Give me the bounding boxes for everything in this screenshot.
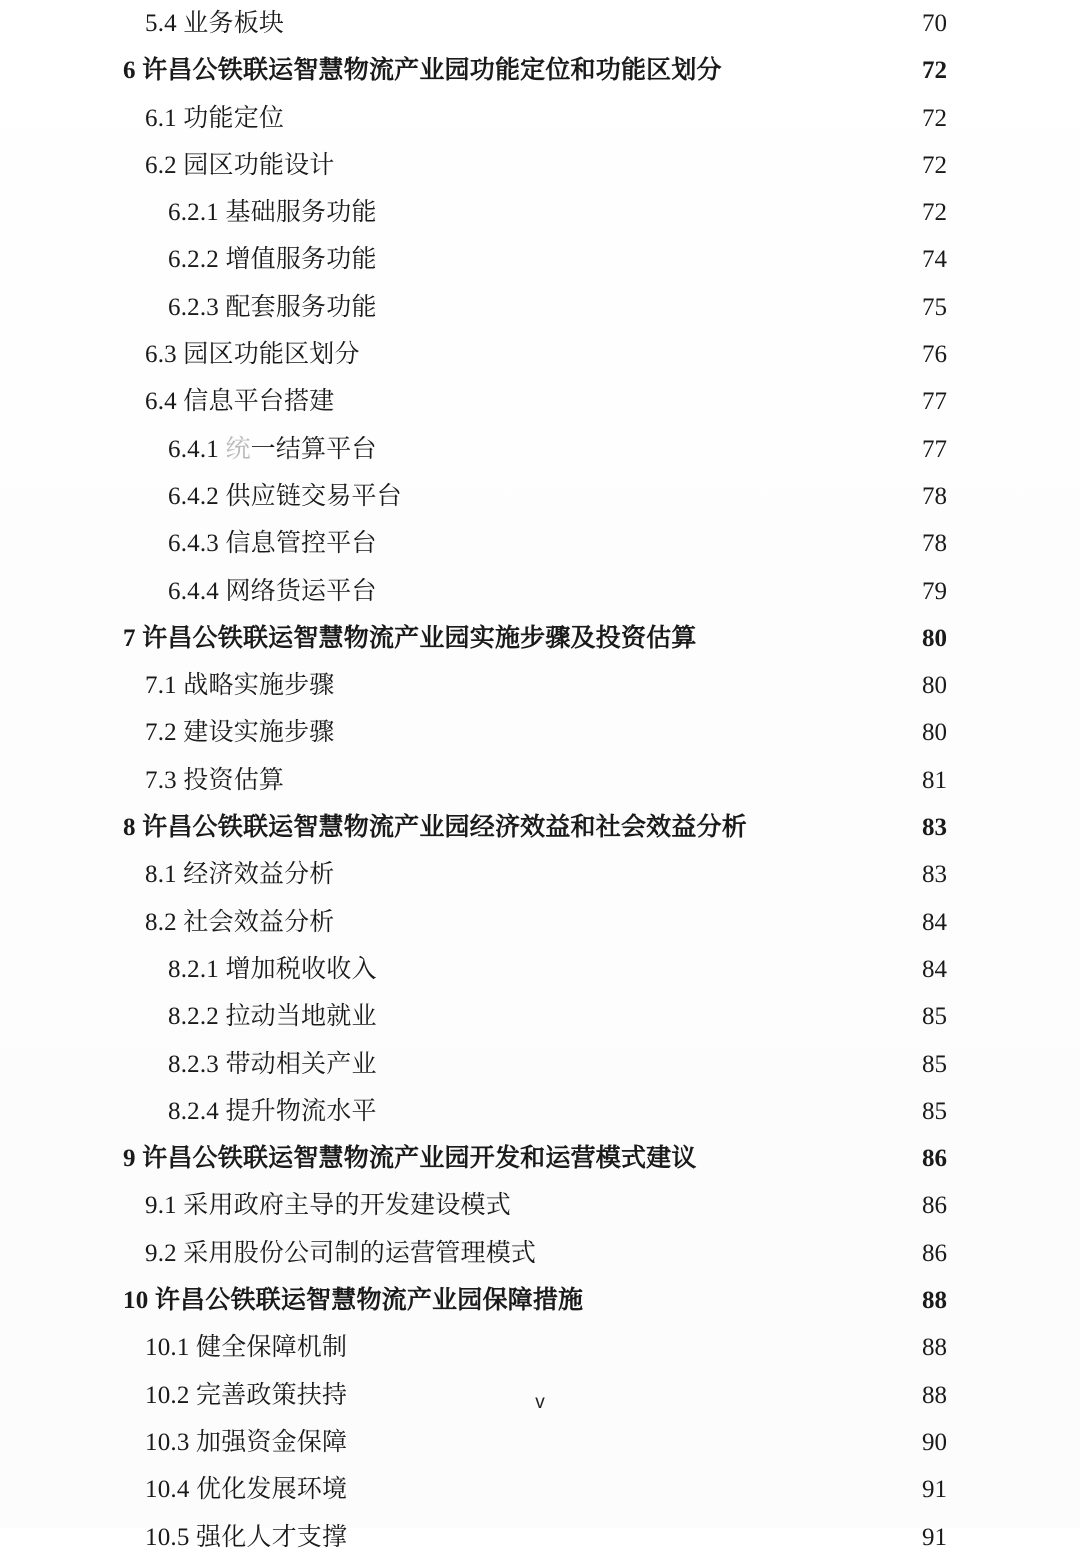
toc-entry[interactable]	[168, 426, 947, 473]
toc-entry-title: 8.2 社会效益分析	[145, 908, 335, 936]
toc-entry-title: 6 许昌公铁联运智慧物流产业园功能定位和功能区划分	[123, 57, 722, 85]
toc-entry-page-number: 80	[922, 672, 947, 700]
toc-entry-title: 10.3 加强资金保障	[145, 1428, 348, 1456]
toc-entry-page-number: 86	[922, 1239, 947, 1267]
toc-entry-page-number: 83	[922, 861, 947, 889]
toc-entry[interactable]	[145, 1419, 947, 1466]
dot-leader	[379, 251, 910, 267]
toc-entry-title: 8.2.2 拉动当地就业	[168, 1003, 377, 1031]
toc-entry-title: 10.2 完善政策扶持	[145, 1381, 348, 1409]
toc-entry[interactable]	[145, 899, 947, 946]
toc-entry-title: 6.4.4 网络货运平台	[168, 577, 377, 605]
toc-entry-title: 10.5 强化人才支撑	[145, 1523, 348, 1551]
dot-leader	[513, 1197, 910, 1213]
toc-entry-page-number: 85	[922, 1050, 947, 1078]
dot-leader	[286, 772, 910, 788]
dot-leader	[379, 1008, 910, 1024]
dot-leader	[337, 393, 910, 409]
dot-leader	[337, 914, 910, 930]
toc-entry-title: 6.4.3 信息管控平台	[168, 530, 377, 558]
toc-entry-title: 10.4 优化发展环境	[145, 1476, 348, 1504]
toc-entry-title: 6.4.2 供应链交易平台	[168, 482, 402, 510]
toc-entry[interactable]	[168, 284, 947, 331]
toc-entry[interactable]	[145, 662, 947, 709]
toc-entry-title: 9.2 采用股份公司制的运营管理模式	[145, 1239, 537, 1267]
dot-leader	[286, 110, 910, 126]
toc-entry[interactable]	[145, 1514, 947, 1561]
toc-entry-page-number: 72	[922, 199, 947, 227]
toc-entry-page-number: 88	[922, 1334, 947, 1362]
toc-entry-title: 6.1 功能定位	[145, 104, 285, 132]
toc-entry[interactable]	[168, 568, 947, 615]
dot-leader	[337, 677, 910, 693]
page-number-footer: v	[535, 1392, 545, 1413]
dot-leader	[379, 1056, 910, 1072]
toc-entry[interactable]	[145, 1466, 947, 1513]
toc-entry[interactable]	[168, 189, 947, 236]
toc-entry-title: 7.2 建设实施步骤	[145, 719, 335, 747]
toc-entry-page-number: 80	[922, 624, 947, 652]
toc-entry-page-number: 86	[922, 1192, 947, 1220]
toc-entry[interactable]	[168, 473, 947, 520]
toc-entry[interactable]	[123, 1135, 947, 1182]
toc-entry[interactable]	[168, 946, 947, 993]
dot-leader	[379, 441, 910, 457]
toc-entry-title: 6.4.1 统一结算平台	[168, 435, 377, 463]
toc-entry[interactable]	[145, 709, 947, 756]
toc-entry-page-number: 72	[922, 151, 947, 179]
toc-entry-page-number: 72	[922, 57, 947, 85]
toc-entry[interactable]	[145, 851, 947, 898]
toc-entry[interactable]	[145, 1230, 947, 1277]
toc-entry-title: 8.1 经济效益分析	[145, 861, 335, 889]
dot-leader	[349, 1481, 910, 1497]
dot-leader	[379, 583, 910, 599]
dot-leader	[379, 204, 910, 220]
toc-entry-page-number: 88	[922, 1381, 947, 1409]
toc-entry[interactable]	[123, 615, 947, 662]
dot-leader	[379, 1103, 910, 1119]
toc-entry-page-number: 84	[922, 955, 947, 983]
toc-entry-page-number: 83	[922, 814, 947, 842]
toc-entry[interactable]	[123, 804, 947, 851]
dot-leader	[349, 1339, 910, 1355]
dot-leader	[538, 1245, 910, 1261]
toc-entry-page-number: 72	[922, 104, 947, 132]
dot-leader	[337, 866, 910, 882]
toc-entry-title: 6.2 园区功能设计	[145, 151, 335, 179]
dot-leader	[349, 1434, 910, 1450]
toc-entry[interactable]	[145, 1324, 947, 1371]
toc-entry[interactable]	[145, 142, 947, 189]
toc-entry[interactable]	[168, 1088, 947, 1135]
toc-entry-title: 10.1 健全保障机制	[145, 1334, 348, 1362]
toc-entry-page-number: 90	[922, 1428, 947, 1456]
toc-entry-page-number: 78	[922, 530, 947, 558]
toc-entry-page-number: 85	[922, 1003, 947, 1031]
toc-entry[interactable]	[168, 993, 947, 1040]
toc-entry-title: 9.1 采用政府主导的开发建设模式	[145, 1192, 511, 1220]
toc-entry-title: 6.2.1 基础服务功能	[168, 199, 377, 227]
dot-leader	[379, 961, 910, 977]
toc-entry[interactable]	[168, 520, 947, 567]
toc-entry[interactable]	[145, 757, 947, 804]
toc-entry[interactable]	[168, 1041, 947, 1088]
toc-entry[interactable]	[168, 236, 947, 283]
dot-leader	[337, 157, 910, 173]
toc-entry-page-number: 77	[922, 435, 947, 463]
toc-entry-page-number: 70	[922, 10, 947, 37]
toc-entry-page-number: 80	[922, 719, 947, 747]
dot-leader	[585, 1292, 910, 1308]
degraded-glyph: 统	[225, 435, 251, 463]
toc-entry-page-number: 86	[922, 1145, 947, 1173]
toc-entry-title: 6.2.2 增值服务功能	[168, 246, 377, 274]
dot-leader	[724, 62, 910, 78]
dot-leader	[699, 630, 910, 646]
toc-entry-title: 6.3 园区功能区划分	[145, 341, 360, 369]
toc-entry-page-number: 74	[922, 246, 947, 274]
toc-entry-page-number: 91	[922, 1523, 947, 1551]
dot-leader	[337, 724, 910, 740]
toc-entry-title: 9 许昌公铁联运智慧物流产业园开发和运营模式建议	[123, 1145, 697, 1173]
toc-entry-title: 6.4 信息平台搭建	[145, 388, 335, 416]
dot-leader	[349, 1529, 910, 1545]
dot-leader	[379, 535, 910, 551]
toc-entry-page-number: 76	[922, 341, 947, 369]
toc-entry-title: 8.2.3 带动相关产业	[168, 1050, 377, 1078]
toc-entry[interactable]	[123, 1277, 947, 1324]
toc-entry-title: 7 许昌公铁联运智慧物流产业园实施步骤及投资估算	[123, 624, 697, 652]
toc-entry-title: 6.2.3 配套服务功能	[168, 293, 377, 321]
toc-entry[interactable]	[145, 378, 947, 425]
toc-entry[interactable]	[145, 331, 947, 378]
toc-entry[interactable]	[145, 0, 947, 47]
toc-entry-page-number: 85	[922, 1097, 947, 1125]
dot-leader	[404, 488, 910, 504]
toc-entry-title: 7.3 投资估算	[145, 766, 285, 794]
toc-entry[interactable]	[145, 95, 947, 142]
dot-leader	[749, 819, 910, 835]
toc-entry-title: 5.4 业务板块	[145, 10, 285, 37]
toc-entry-title: 8 许昌公铁联运智慧物流产业园经济效益和社会效益分析	[123, 814, 747, 842]
toc-entry-title: 10 许昌公铁联运智慧物流产业园保障措施	[123, 1287, 584, 1315]
toc-entry-page-number: 75	[922, 293, 947, 321]
dot-leader	[379, 299, 910, 315]
toc-entry-title: 8.2.4 提升物流水平	[168, 1097, 377, 1125]
toc-entry[interactable]	[123, 47, 947, 94]
toc-entry-title: 7.1 战略实施步骤	[145, 672, 335, 700]
dot-leader	[699, 1150, 910, 1166]
toc-entry-page-number: 78	[922, 482, 947, 510]
toc-entry-page-number: 84	[922, 908, 947, 936]
toc-entry[interactable]	[145, 1182, 947, 1229]
toc-entry-page-number: 88	[922, 1287, 947, 1315]
dot-leader	[362, 346, 910, 362]
toc-entry-page-number: 91	[922, 1476, 947, 1504]
toc-entry-page-number: 77	[922, 388, 947, 416]
dot-leader	[286, 15, 910, 31]
toc-entry-page-number: 81	[922, 766, 947, 794]
toc-entry-page-number: 79	[922, 577, 947, 605]
toc-entry-title: 8.2.1 增加税收收入	[168, 955, 377, 983]
